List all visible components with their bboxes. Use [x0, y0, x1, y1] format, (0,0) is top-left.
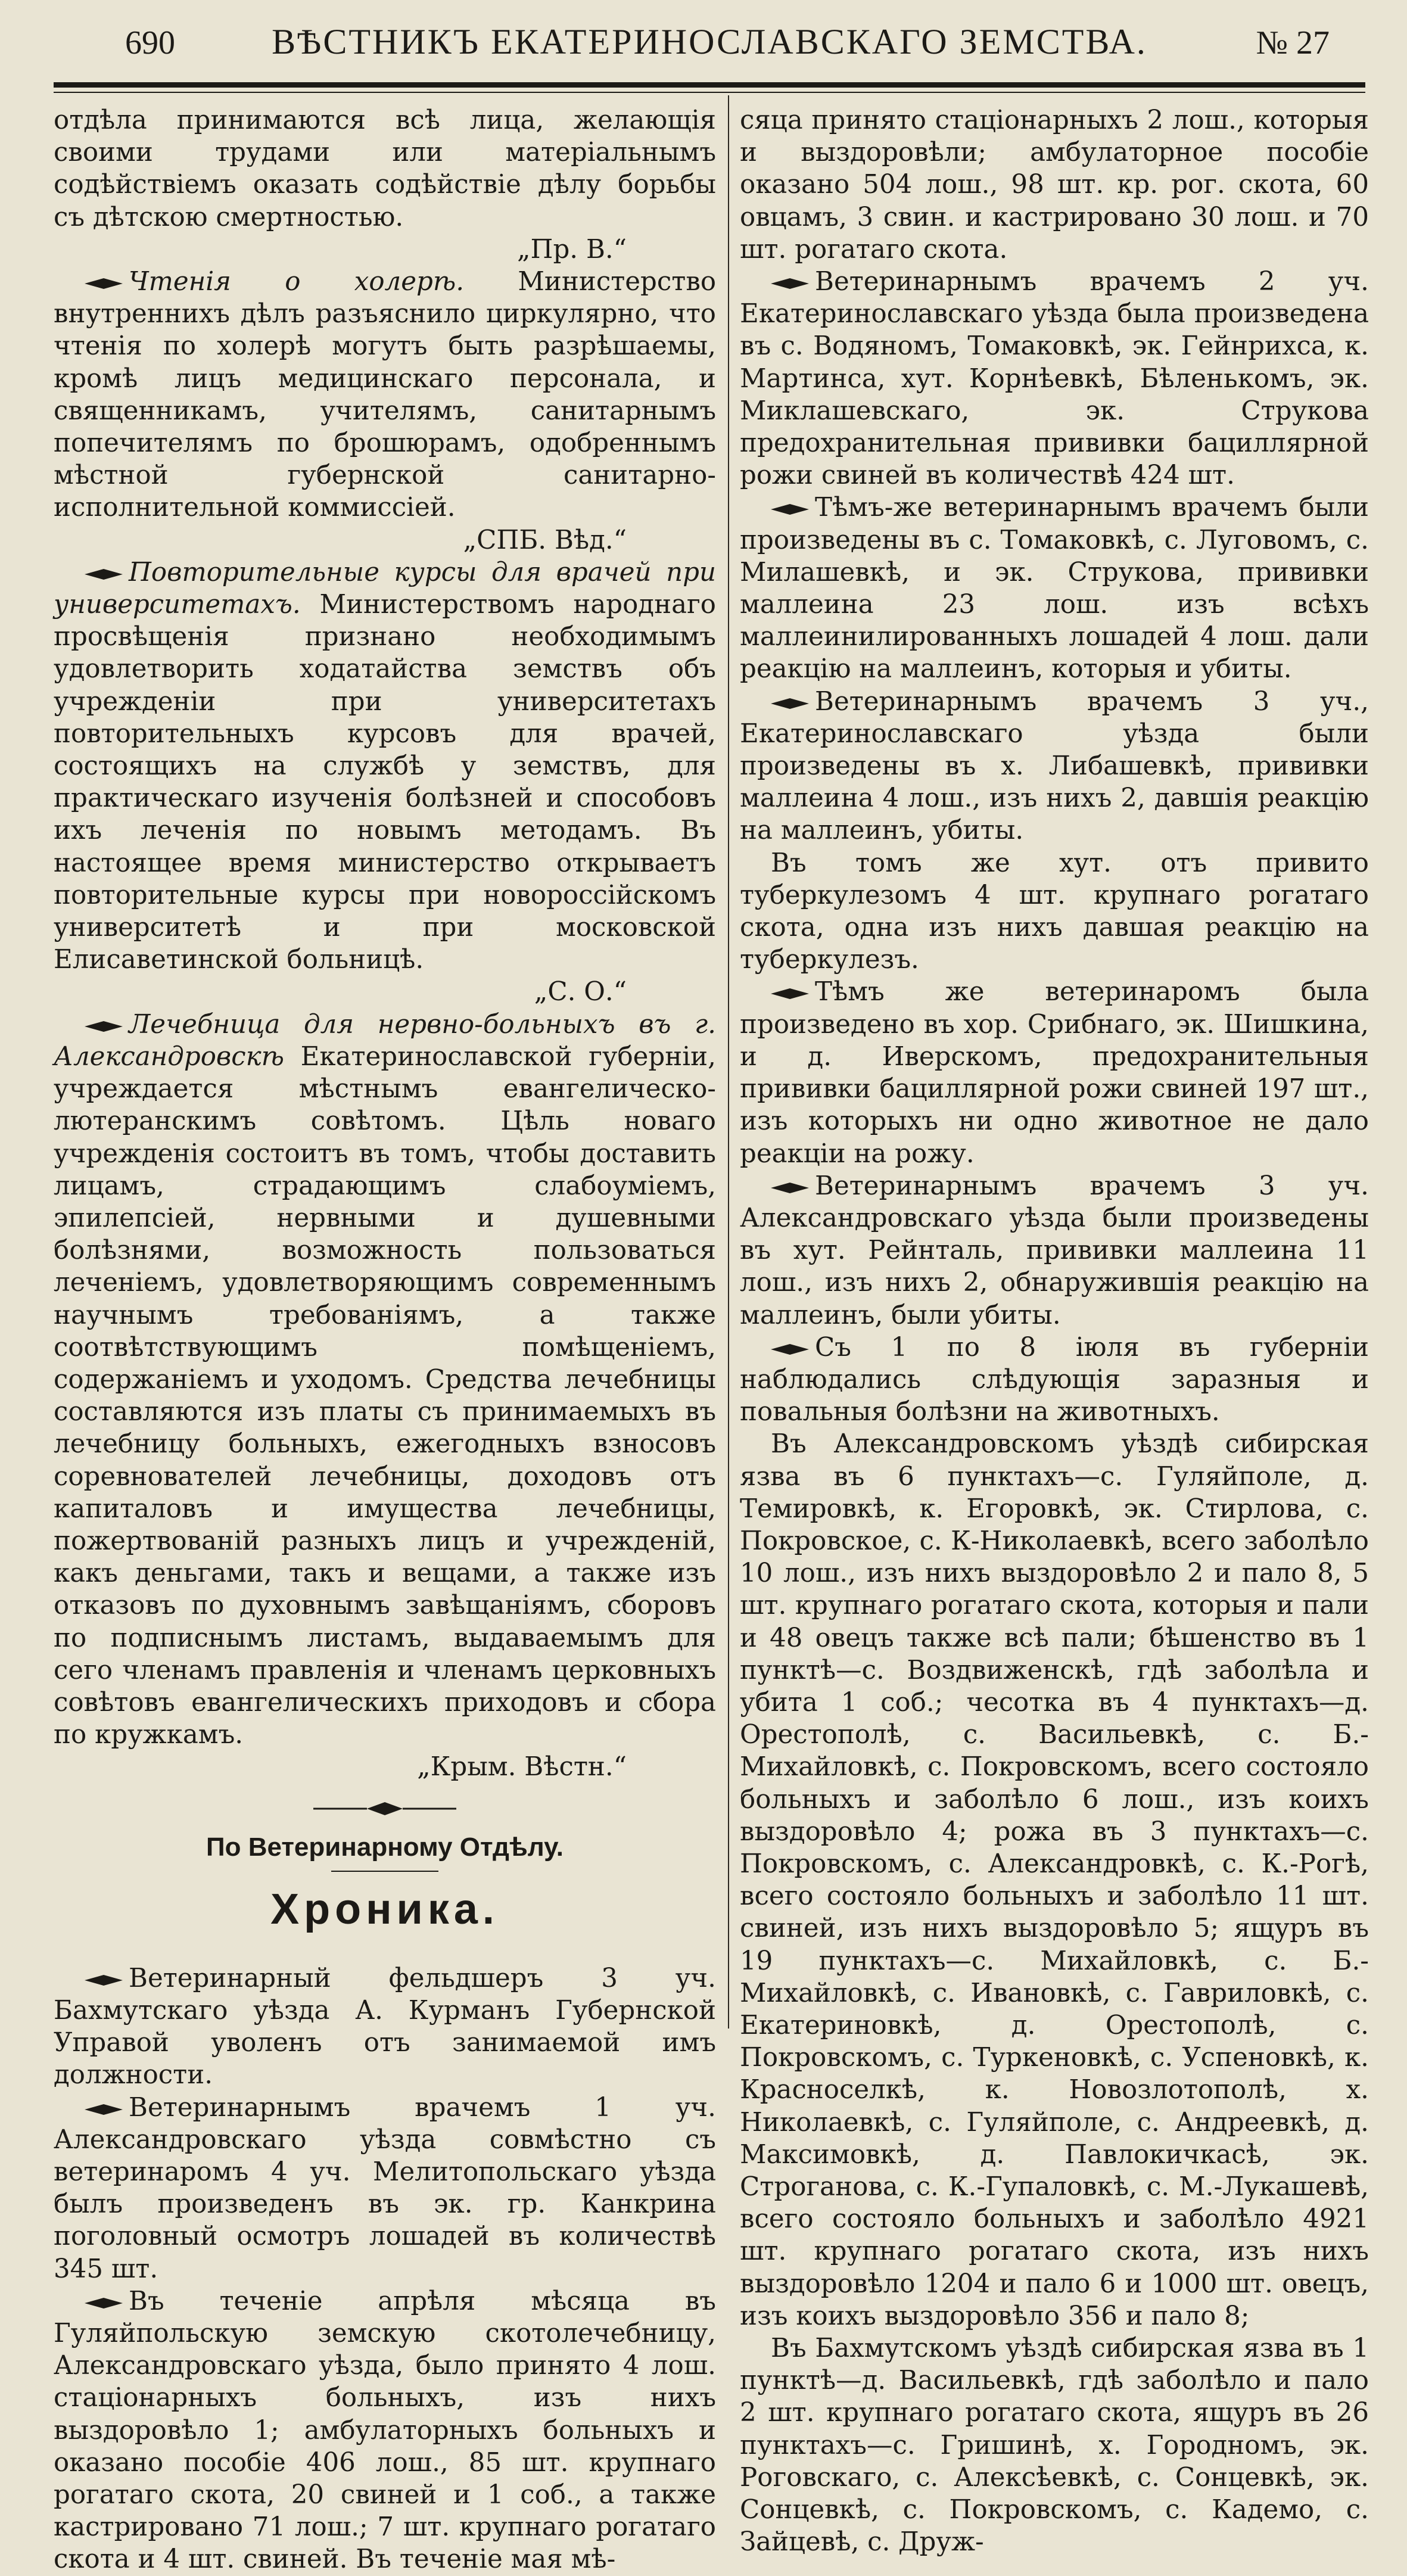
diamond-bullet-icon: [85, 568, 123, 580]
news-item-body: Министерствомъ народнаго просвѣщенія признано необходимымъ удовлетворить ходатайства земствъ объ учрежденіи при университетахъ повторительныхъ курсовъ для врачей, состоящихъ на службѣ у земствъ, для практическаго изученія болѣзней и способовъ ихъ леченія по новымъ методамъ. Въ настоящее время министерство открываетъ повторительные курсы при новороссійскомъ университетѣ и при московской Елисаветинской больницѣ.: [54, 590, 716, 975]
news-item: [54, 2285, 716, 2576]
chronicle-heading: Хроника.: [270, 1885, 499, 1933]
diamond-bullet-icon: [85, 2297, 123, 2309]
news-item-body: Ветеринарный фельдшеръ 3 уч. Бахмутскаго уѣзда А. Курманъ Губернской Управой уволенъ отъ занимаемой имъ должности.: [54, 1963, 716, 2090]
news-item-body: Тѣмъ-же ветеринарнымъ врачемъ были произведены въ с. Томаковкѣ, с. Луговомъ, с. Милашевкѣ, и эк. Струкова, прививки маллеина 23 лош. изъ всѣхъ маллеинилированныхъ лошадей 4 лош. дали реакцію на маллеинъ, которыя и убиты.: [740, 493, 1369, 685]
news-item-body: Министерство внутреннихъ дѣлъ разъяснило циркулярно, что чтенія по холерѣ могутъ быть разрѣшаемы, кромѣ лицъ медицинскаго персонала, и священникамъ, учителямъ, санитарнымъ попечителямъ по брошюрамъ, одобреннымъ мѣстной губернской санитарно-исполнительной коммиссіей.: [54, 267, 717, 523]
news-item: [740, 976, 1369, 1169]
diamond-bullet-icon: [771, 1343, 809, 1355]
news-item-body: Тѣмъ же ветеринаромъ была произведено въ хор. Срибнаго, эк. Шишкина, и д. Иверскомъ, предохранительныя прививки бациллярной рожи свиней 197 шт., изъ которыхъ ни одно животное не дало реакціи на рожу.: [740, 977, 1369, 1169]
article-source: „С. О.“: [534, 977, 627, 1007]
diamond-bullet-icon: [85, 1974, 123, 1986]
diamond-bullet-icon: [771, 1182, 809, 1194]
news-item-body: Ветеринарнымъ врачемъ 2 уч. Екатеринославскаго уѣзда была произведена въ с. Водяномъ, Томаковкѣ, эк. Гейнрихса, к. Мартинса, хут. Корнѣевкѣ, Бѣленькомъ, эк. Миклашевскаго, эк. Струкова предохранительная прививки бациллярной рожи свиней въ количествѣ 424 шт.: [740, 267, 1369, 491]
diamond-bullet-icon: [85, 2104, 123, 2115]
news-item: [54, 556, 716, 976]
diamond-bullet-icon: [771, 278, 809, 290]
news-item-body: Екатеринославской губерніи, учреждается мѣстнымъ евангелическо-лютеранскимъ совѣтомъ. Цѣль новаго учрежденія состоитъ въ томъ, чтобы доставить лицамъ, страдающимъ слабоуміемъ, эпилепсіей, нервными и душевными болѣзнями, возможность пользоваться леченіемъ, удовлетворяющимъ современнымъ научнымъ требованіямъ, а также соотвѣтствующимъ помѣщеніемъ, содержаніемъ и уходомъ. Средства лечебницы составляются изъ платы съ принимаемыхъ въ лечебницу больныхъ, ежегодныхъ взносовъ соревнователей лечебницы, доходовъ отъ капиталовъ и имущества лечебницы, пожертвованій разныхъ лицъ и учрежденій, какъ деньгами, такъ и вещами, а также изъ отказовъ по духовнымъ завѣщаніямъ, сборовъ по подписнымъ листамъ, выдаваемымъ для сего членамъ правленія и членамъ церковныхъ совѣтовъ евангелическихъ приходовъ и сбора по кружкамъ.: [54, 1041, 716, 1750]
news-item: [740, 686, 1369, 847]
article-text: отдѣла принимаются всѣ лица, желающія своими трудами или матеріальнымъ содѣйствіемъ оказать содѣйствіе дѣлу борьбы съ дѣтскою смертностью.: [54, 105, 716, 232]
news-item-body: Съ 1 по 8 іюля въ губерніи наблюдались слѣдующія заразныя и повальныя болѣзни на животныхъ.: [740, 1332, 1369, 1427]
news-item: [740, 266, 1369, 491]
news-item-body: Ветеринарнымъ врачемъ 1 уч. Александровскаго уѣзда совмѣстно съ ветеринаромъ 4 уч. Мелитопольскаго уѣзда былъ произведенъ въ эк. гр. Канкрина поголовный осмотръ лошадей въ количествѣ 345 шт.: [54, 2092, 716, 2284]
diamond-bullet-icon: [771, 988, 809, 1000]
news-item: [740, 491, 1369, 685]
header-rule-thin: [54, 92, 1365, 93]
left-column: [54, 104, 717, 2575]
article-text: сяца принято стаціонарныхъ 2 лош., которыя и выздоровѣли; амбулаторное пособіе оказано 504 лош., 98 шт. кр. рог. скота, 60 овцамъ, 3 свин. и кастрировано 30 лош. и 70 шт. рогатаго скота.: [740, 105, 1369, 265]
article-source: „Пр. В.“: [516, 234, 627, 265]
column-divider: [728, 95, 729, 2029]
news-item-body: Въ теченіе апрѣля мѣсяца въ Гуляйпольскую земскую скотолечебницу, Александровскаго уѣзда, было принято 4 лош. стаціонарныхъ больныхъ, изъ нихъ выздоровѣло 1; амбулаторныхъ больныхъ и оказано пособіе 406 лош., 85 шт. крупнаго рогатаго скота, 20 свиней и 1 соб., а также кастрировано 71 лош.; 7 шт. крупнаго рогатаго скота и 4 шт. свиней. Въ теченіе мая мѣ-: [54, 2286, 716, 2575]
article-text: Въ томъ же хут. отъ привито туберкулезомъ 4 шт. крупнаго рогатаго скота, одна изъ нихъ давшая реакцію на туберкулезъ.: [740, 848, 1369, 975]
short-rule: [331, 1871, 438, 1872]
ornament-divider-icon: [54, 1793, 716, 1811]
news-item: [54, 266, 716, 524]
article-text: Въ Бахмутскомъ уѣздѣ сибирская язва въ 1 пунктѣ—д. Васильевкѣ, гдѣ заболѣло и пало 2 шт. крупнаго рогатаго скота, ящуръ въ 26 пунктахъ—с. Гришинѣ, х. Городномъ, эк. Роговскаго, с. Алексѣевкѣ, с. Сонцевкѣ, эк. Сонцевкѣ, с. Покровскомъ, с. Кадемо, с. Зайцевѣ, с. Друж-: [740, 2334, 1369, 2558]
diamond-bullet-icon: [85, 278, 123, 290]
news-item: [54, 2092, 716, 2285]
news-item-title: Лечебница для нервно-больныхъ въ г. Александровскѣ: [54, 1009, 716, 1072]
right-column: [740, 104, 1369, 2558]
news-item-title: Повторительные курсы для врачей при университетахъ.: [54, 557, 716, 620]
article-text: Въ Александровскомъ уѣздѣ сибирская язва въ 6 пунктахъ—с. Гуляйполе, д. Темировкѣ, к. Егоровкѣ, эк. Стирлова, с. Покровское, с. К-Николаевкѣ, всего заболѣло 10 лош., изъ нихъ выздоровѣло 2 и пало 8, 5 шт. крупнаго рогатаго скота, которыя и пали и 48 овецъ также всѣ пали; бѣшенство въ 1 пунктѣ—с. Воздвиженскѣ, гдѣ заболѣла и убита 1 соб.; чесотка въ 4 пунктахъ—д. Орестополѣ, с. Васильевкѣ, с. Б.-Михайловкѣ, с. Покровскомъ, всего состояло больныхъ и заболѣло 6 лош., изъ коихъ выздоровѣло 4; рожа въ 3 пунктахъ—с. Покровскомъ, с. Александровкѣ, с. К.-Рогѣ, всего состояло больныхъ и заболѣло 11 шт. свиней, изъ нихъ выздоровѣло 5; ящуръ въ 19 пунктахъ—с. Михайловкѣ, с. Б.-Михайловкѣ, с. Ивановкѣ, с. Гавриловкѣ, с. Екатериновкѣ, д. Орестополѣ, с. Покровскомъ, с. Туркеновкѣ, с. Успеновкѣ, к. Красноселкѣ, к. Новозлотополѣ, х. Николаевкѣ, с. Гуляйполе, с. Андреевкѣ, д. Максимовкѣ, д. Павлокичкасѣ, эк. Строганова, с. К.-Гупаловкѣ, с. М.-Лукашевѣ, всего состояло больныхъ и заболѣло 4921 шт. крупнаго рогатаго скота, изъ нихъ выздоровѣло 1204 и пало 6 и 1000 шт. овецъ, изъ коихъ выздоровѣло 356 и пало 8;: [740, 1429, 1369, 2331]
issue-number: № 27: [1256, 24, 1330, 61]
news-item: [54, 1962, 716, 2092]
article-source: „СПБ. Вѣд.“: [463, 525, 627, 555]
news-item-body: Ветеринарнымъ врачемъ 3 уч. Александровскаго уѣзда были произведены въ хут. Рейнталь, прививки маллеина 11 лош., изъ нихъ 2, обнаружившія реакцію на маллеинъ, были убиты.: [740, 1171, 1369, 1330]
news-item-title: Чтенія о холерѣ.: [129, 267, 465, 297]
journal-title: ВѢСТНИКЪ ЕКАТЕРИНОСЛАВСКАГО ЗЕМСТВА.: [272, 22, 1147, 61]
news-item: [740, 1170, 1369, 1331]
page-number: 690: [125, 24, 175, 61]
section-title: По Ветеринарному Отдѣлу.: [206, 1832, 564, 1862]
article-source: „Крым. Вѣстн.“: [417, 1752, 627, 1782]
diamond-bullet-icon: [771, 698, 809, 710]
news-item: [54, 1009, 716, 1751]
page-header: [54, 18, 1365, 71]
header-rule: [54, 82, 1365, 88]
news-item-body: Ветеринарнымъ врачемъ 3 уч., Екатеринославскаго уѣзда были произведены въ х. Либашевкѣ, прививки маллеина 4 лош., изъ нихъ 2, давшія реакцію на маллеинъ, убиты.: [740, 686, 1369, 846]
diamond-bullet-icon: [85, 1021, 123, 1032]
news-item: [740, 1331, 1369, 1429]
diamond-bullet-icon: [771, 503, 809, 515]
